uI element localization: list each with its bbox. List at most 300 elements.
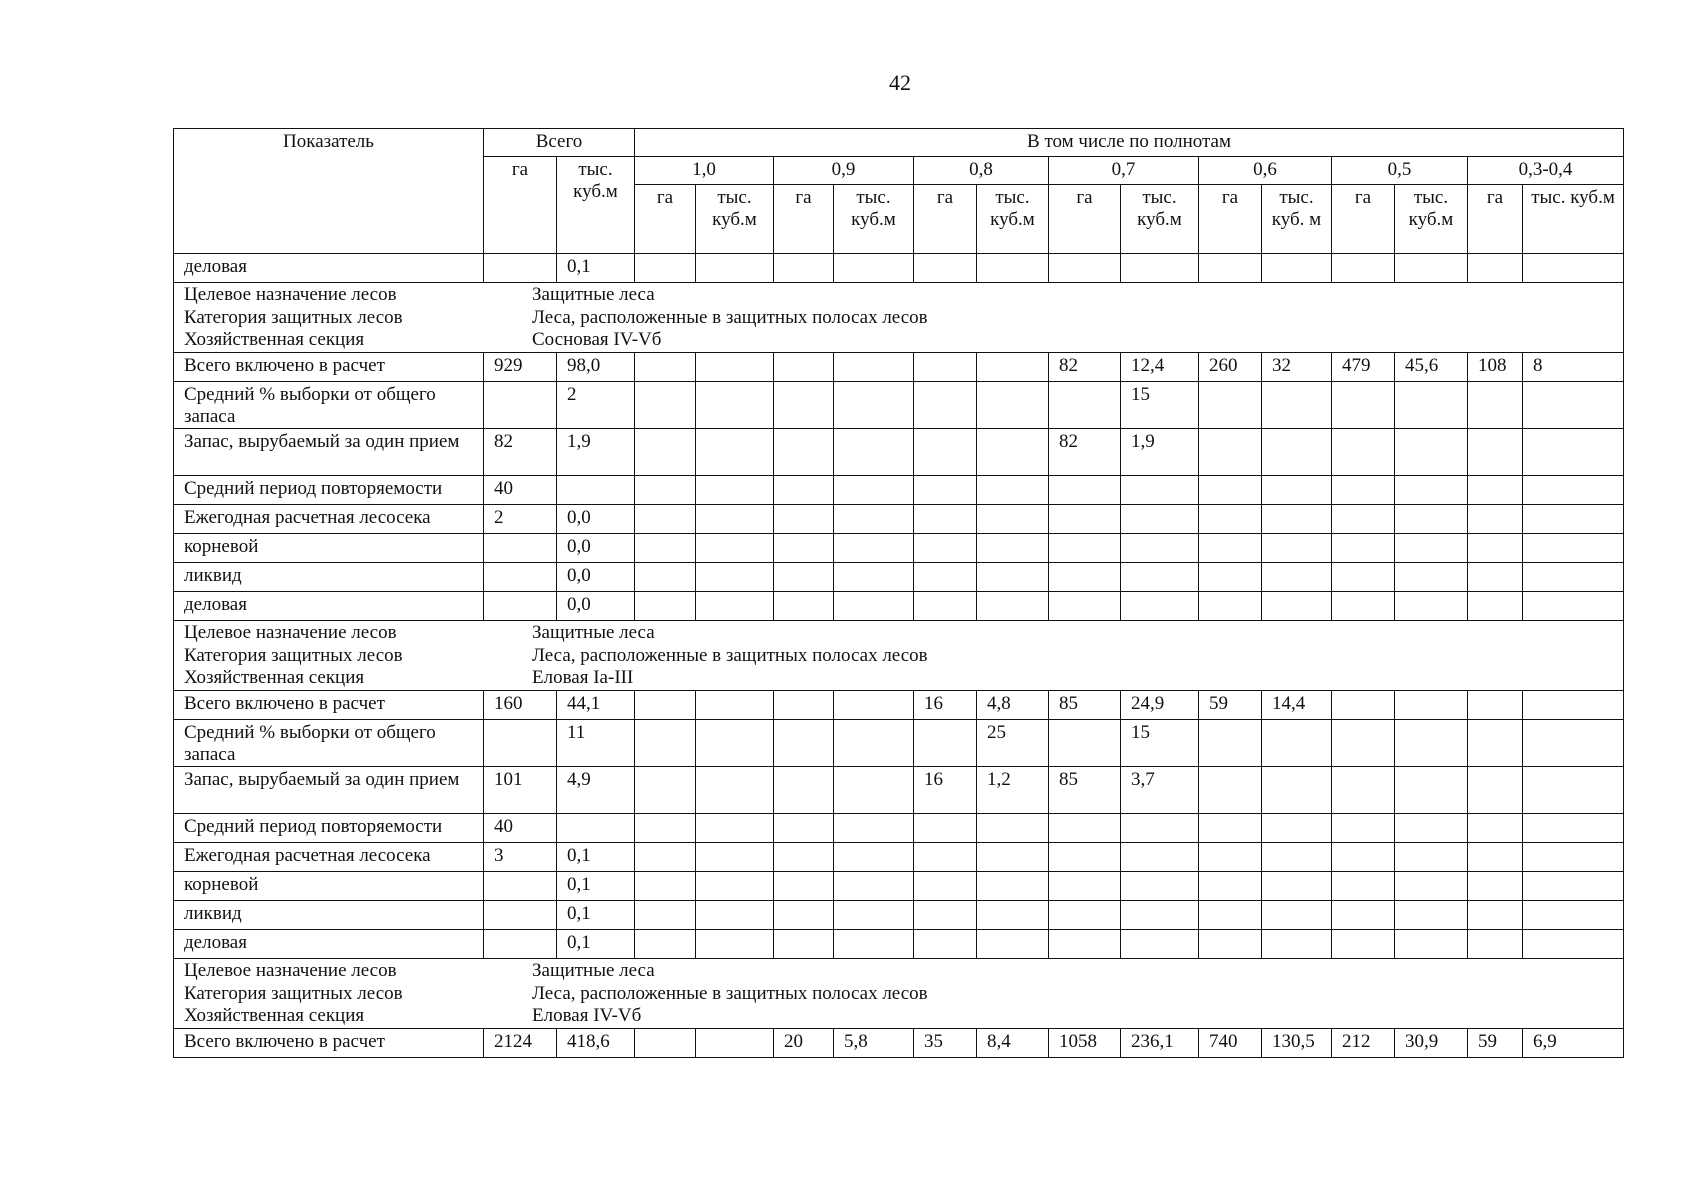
table-cell — [1332, 563, 1395, 592]
table-cell — [977, 901, 1049, 930]
table-cell — [774, 563, 834, 592]
table-cell — [1199, 429, 1262, 476]
table-cell — [1523, 534, 1624, 563]
table-cell — [1121, 563, 1199, 592]
table-cell — [1199, 592, 1262, 621]
header-density-ha: га — [914, 185, 977, 254]
table-cell — [1262, 767, 1332, 814]
table-cell — [1332, 691, 1395, 720]
table-cell — [1523, 814, 1624, 843]
table-cell — [1121, 592, 1199, 621]
table-row — [174, 1029, 1624, 1058]
table-cell — [1468, 476, 1523, 505]
table-cell — [635, 843, 696, 872]
section-info-label: Хозяйственная секция — [184, 329, 365, 350]
table-cell — [635, 505, 696, 534]
table-cell — [484, 382, 557, 429]
table-cell — [1395, 720, 1468, 767]
header-density: 0,5 — [1332, 157, 1468, 185]
row-label: Всего включено в расчет — [174, 1029, 484, 1058]
section-info-label: Хозяйственная секция — [184, 1005, 365, 1026]
header-density-volume: тыс. куб.м — [696, 185, 774, 254]
table-cell — [635, 720, 696, 767]
table-cell — [914, 843, 977, 872]
table-cell: 5,8 — [834, 1029, 914, 1058]
table-row — [174, 814, 1624, 843]
table-cell — [1395, 872, 1468, 901]
table-cell — [696, 505, 774, 534]
table-cell — [484, 254, 557, 283]
table-cell — [1121, 534, 1199, 563]
table-cell — [1049, 534, 1121, 563]
table-cell: 35 — [914, 1029, 977, 1058]
table-cell — [1121, 505, 1199, 534]
table-cell — [1121, 930, 1199, 959]
table-cell — [774, 382, 834, 429]
table-cell: 0,1 — [557, 254, 635, 283]
row-label: Запас, вырубаемый за один прием — [174, 429, 484, 476]
table-cell — [1395, 767, 1468, 814]
table-cell — [977, 592, 1049, 621]
row-label: Ежегодная расчетная лесосека — [174, 843, 484, 872]
table-cell: 2 — [484, 505, 557, 534]
table-cell — [1049, 930, 1121, 959]
section-info-value: Сосновая IV-Vб — [532, 329, 662, 350]
table-cell — [834, 254, 914, 283]
section-info-value: Леса, расположенные в защитных полосах лесов — [532, 982, 928, 1004]
table-cell: 14,4 — [1262, 691, 1332, 720]
table-cell: 59 — [1468, 1029, 1523, 1058]
table-cell — [914, 382, 977, 429]
section-info-label: Целевое назначение лесов — [184, 622, 397, 643]
table-cell: 16 — [914, 767, 977, 814]
table-cell — [834, 814, 914, 843]
row-label: Средний % выборки от общего запаса — [174, 720, 484, 767]
section-info-label: Целевое назначение лесов — [184, 960, 397, 981]
row-label: деловая — [174, 930, 484, 959]
table-cell — [635, 691, 696, 720]
table-cell — [977, 353, 1049, 382]
table-cell: 40 — [484, 476, 557, 505]
row-label: Запас, вырубаемый за один прием — [174, 767, 484, 814]
table-cell — [977, 534, 1049, 563]
table-cell — [834, 534, 914, 563]
table-cell — [774, 720, 834, 767]
table-cell — [914, 930, 977, 959]
table-cell — [696, 476, 774, 505]
table-cell — [1523, 563, 1624, 592]
section-info — [174, 283, 1624, 353]
table-cell — [1121, 901, 1199, 930]
table-cell — [774, 901, 834, 930]
table-cell: 2 — [557, 382, 635, 429]
table-cell — [774, 254, 834, 283]
table-cell — [1262, 254, 1332, 283]
table-cell — [1395, 254, 1468, 283]
section-info-row — [174, 621, 1624, 691]
table-cell — [1332, 930, 1395, 959]
table-cell — [1468, 901, 1523, 930]
table-cell — [1395, 814, 1468, 843]
table-row — [174, 843, 1624, 872]
table-cell — [834, 720, 914, 767]
table-cell: 82 — [484, 429, 557, 476]
table-cell — [1468, 930, 1523, 959]
table-cell — [635, 563, 696, 592]
table-cell — [774, 843, 834, 872]
section-info-value: Еловая Ia-III — [532, 667, 634, 688]
table-cell: 30,9 — [1395, 1029, 1468, 1058]
row-label: ликвид — [174, 901, 484, 930]
table-cell — [914, 592, 977, 621]
table-cell — [977, 429, 1049, 476]
table-cell — [1199, 505, 1262, 534]
table-cell — [1523, 476, 1624, 505]
table-cell — [696, 254, 774, 283]
table-cell — [1332, 901, 1395, 930]
table-cell — [696, 382, 774, 429]
table-cell — [774, 767, 834, 814]
table-cell: 82 — [1049, 353, 1121, 382]
table-cell — [635, 930, 696, 959]
row-label: Средний период повторяемости — [174, 814, 484, 843]
table-cell — [1199, 872, 1262, 901]
row-label: корневой — [174, 534, 484, 563]
table-row — [174, 767, 1624, 814]
table-cell — [635, 767, 696, 814]
table-cell — [557, 476, 635, 505]
table-cell: 4,8 — [977, 691, 1049, 720]
table-cell — [1049, 254, 1121, 283]
header-density: 0,6 — [1199, 157, 1332, 185]
table-cell — [635, 254, 696, 283]
page-number: 42 — [889, 70, 911, 95]
table-cell — [1199, 563, 1262, 592]
table-cell: 1,9 — [1121, 429, 1199, 476]
table-cell — [914, 563, 977, 592]
table-cell — [1049, 720, 1121, 767]
table-cell — [774, 534, 834, 563]
section-info-value: Защитные леса — [532, 622, 655, 643]
header-density: 0,9 — [774, 157, 914, 185]
table-cell — [977, 382, 1049, 429]
table-cell: 85 — [1049, 767, 1121, 814]
table-cell — [1121, 814, 1199, 843]
table-cell — [1199, 930, 1262, 959]
table-cell — [834, 843, 914, 872]
table-cell — [1121, 872, 1199, 901]
table-cell — [1332, 872, 1395, 901]
table-cell — [1332, 254, 1395, 283]
row-label: Средний % выборки от общего запаса — [174, 382, 484, 429]
table-cell — [1468, 254, 1523, 283]
table-cell: 24,9 — [1121, 691, 1199, 720]
table-cell — [1121, 843, 1199, 872]
table-cell — [484, 563, 557, 592]
header-density-ha: га — [1199, 185, 1262, 254]
table-cell: 11 — [557, 720, 635, 767]
table-cell: 0,1 — [557, 930, 635, 959]
table-cell — [1468, 429, 1523, 476]
table-cell — [1049, 843, 1121, 872]
row-label: Средний период повторяемости — [174, 476, 484, 505]
table-cell — [834, 930, 914, 959]
table-cell — [635, 429, 696, 476]
table-row — [174, 691, 1624, 720]
section-info-value: Защитные леса — [532, 960, 655, 981]
table-cell — [1395, 563, 1468, 592]
table-cell — [696, 843, 774, 872]
table-cell: 59 — [1199, 691, 1262, 720]
header-indicator: Показатель — [174, 129, 484, 254]
table-cell — [914, 534, 977, 563]
section-info-label: Хозяйственная секция — [184, 667, 365, 688]
table-cell — [1049, 382, 1121, 429]
table-cell — [1332, 382, 1395, 429]
table-cell — [484, 872, 557, 901]
table-cell — [484, 592, 557, 621]
row-label: ликвид — [174, 563, 484, 592]
table-cell: 4,9 — [557, 767, 635, 814]
table-cell — [1468, 563, 1523, 592]
table-cell: 160 — [484, 691, 557, 720]
table-cell — [635, 814, 696, 843]
table-row — [174, 930, 1624, 959]
table-cell — [914, 429, 977, 476]
table-cell: 98,0 — [557, 353, 635, 382]
table-cell — [1199, 843, 1262, 872]
table-cell — [635, 872, 696, 901]
header-density-ha: га — [1049, 185, 1121, 254]
section-info — [174, 621, 1624, 691]
table-cell: 260 — [1199, 353, 1262, 382]
table-cell — [696, 353, 774, 382]
table-cell — [635, 382, 696, 429]
table-cell — [484, 901, 557, 930]
table-cell: 44,1 — [557, 691, 635, 720]
section-info-label: Категория защитных лесов — [184, 306, 403, 328]
table-cell — [1523, 843, 1624, 872]
table-cell — [696, 429, 774, 476]
table-cell — [484, 930, 557, 959]
table-cell — [834, 353, 914, 382]
table-cell — [977, 476, 1049, 505]
table-cell — [484, 534, 557, 563]
table-cell — [484, 720, 557, 767]
section-info-value: Защитные леса — [532, 284, 655, 305]
header-by-density: В том числе по полнотам — [635, 129, 1624, 157]
table-cell — [1332, 476, 1395, 505]
table-cell — [977, 254, 1049, 283]
table-cell — [774, 429, 834, 476]
table-cell — [1199, 254, 1262, 283]
table-cell: 12,4 — [1121, 353, 1199, 382]
table-cell — [635, 534, 696, 563]
table-cell — [1262, 382, 1332, 429]
table-cell — [1468, 505, 1523, 534]
section-info-row — [174, 283, 1624, 353]
table-cell — [1523, 505, 1624, 534]
table-cell — [1121, 254, 1199, 283]
table-cell — [696, 901, 774, 930]
table-row — [174, 592, 1624, 621]
table-row — [174, 720, 1624, 767]
table-cell — [1332, 814, 1395, 843]
header-density: 0,8 — [914, 157, 1049, 185]
table-cell — [696, 767, 774, 814]
table-cell — [1395, 843, 1468, 872]
table-cell: 82 — [1049, 429, 1121, 476]
table-cell — [834, 382, 914, 429]
row-label: деловая — [174, 592, 484, 621]
table-cell — [774, 476, 834, 505]
table-row — [174, 254, 1624, 283]
header-density-volume: тыс. куб.м — [1395, 185, 1468, 254]
table-cell — [1049, 505, 1121, 534]
table-row — [174, 505, 1624, 534]
table-row — [174, 563, 1624, 592]
table-cell — [1199, 476, 1262, 505]
table-cell: 8,4 — [977, 1029, 1049, 1058]
table-cell: 16 — [914, 691, 977, 720]
section-info-label: Категория защитных лесов — [184, 644, 403, 666]
table-cell: 20 — [774, 1029, 834, 1058]
section-info-row — [174, 959, 1624, 1029]
table-cell — [977, 814, 1049, 843]
table-cell: 0,1 — [557, 872, 635, 901]
table-cell: 6,9 — [1523, 1029, 1624, 1058]
table-cell — [635, 353, 696, 382]
section-info-label: Целевое назначение лесов — [184, 284, 397, 305]
header-density-ha: га — [1332, 185, 1395, 254]
table-cell — [914, 814, 977, 843]
table-cell — [1523, 930, 1624, 959]
table-cell — [1523, 901, 1624, 930]
table-cell — [834, 563, 914, 592]
row-label: Ежегодная расчетная лесосека — [174, 505, 484, 534]
table-cell — [1262, 429, 1332, 476]
table-cell — [977, 930, 1049, 959]
table-cell — [696, 691, 774, 720]
table-cell — [914, 505, 977, 534]
table-cell — [696, 592, 774, 621]
row-label: Всего включено в расчет — [174, 691, 484, 720]
table-cell — [1262, 476, 1332, 505]
table-cell — [1199, 534, 1262, 563]
table-cell — [1049, 901, 1121, 930]
table-cell — [635, 901, 696, 930]
table-cell: 2124 — [484, 1029, 557, 1058]
table-cell — [1262, 930, 1332, 959]
table-cell — [1199, 767, 1262, 814]
table-cell — [635, 592, 696, 621]
section-info-value: Еловая IV-Vб — [532, 1005, 642, 1026]
header-density-ha: га — [774, 185, 834, 254]
table-cell — [1199, 720, 1262, 767]
table-cell — [1262, 592, 1332, 621]
table-cell — [696, 720, 774, 767]
table-row — [174, 534, 1624, 563]
table-row — [174, 901, 1624, 930]
table-cell — [1395, 930, 1468, 959]
table-cell — [834, 429, 914, 476]
table-cell — [774, 814, 834, 843]
table-cell: 1058 — [1049, 1029, 1121, 1058]
table-cell: 479 — [1332, 353, 1395, 382]
felling-table — [173, 128, 1624, 1058]
table-cell: 929 — [484, 353, 557, 382]
section-info-label: Категория защитных лесов — [184, 982, 403, 1004]
table-cell: 0,0 — [557, 592, 635, 621]
table-cell — [696, 872, 774, 901]
table-cell — [1523, 592, 1624, 621]
table-cell — [635, 1029, 696, 1058]
table-cell: 25 — [977, 720, 1049, 767]
header-density-ha: га — [1468, 185, 1523, 254]
table-cell: 418,6 — [557, 1029, 635, 1058]
section-info-value: Леса, расположенные в защитных полосах лесов — [532, 644, 928, 666]
table-cell: 85 — [1049, 691, 1121, 720]
table-cell — [1332, 505, 1395, 534]
table-cell — [834, 691, 914, 720]
table-cell — [1332, 429, 1395, 476]
table-cell: 1,2 — [977, 767, 1049, 814]
table-cell — [1049, 563, 1121, 592]
table-cell: 0,1 — [557, 901, 635, 930]
table-cell — [1523, 872, 1624, 901]
table-cell — [774, 353, 834, 382]
table-cell — [1262, 534, 1332, 563]
table-row — [174, 353, 1624, 382]
table-cell — [1468, 382, 1523, 429]
table-cell: 740 — [1199, 1029, 1262, 1058]
table-cell — [1332, 767, 1395, 814]
table-cell — [1332, 843, 1395, 872]
table-cell — [1262, 563, 1332, 592]
section-info — [174, 959, 1624, 1029]
table-cell — [1395, 476, 1468, 505]
table-cell — [1523, 429, 1624, 476]
table-cell — [834, 476, 914, 505]
table-cell — [1262, 814, 1332, 843]
table-cell — [1395, 691, 1468, 720]
table-cell — [977, 505, 1049, 534]
table-cell — [774, 691, 834, 720]
table-cell — [1332, 534, 1395, 563]
table-cell: 0,0 — [557, 534, 635, 563]
table-cell — [1523, 720, 1624, 767]
table-cell: 3 — [484, 843, 557, 872]
table-cell — [1395, 429, 1468, 476]
table-cell — [696, 930, 774, 959]
table-cell: 15 — [1121, 720, 1199, 767]
section-info-value: Леса, расположенные в защитных полосах лесов — [532, 306, 928, 328]
table-cell: 0,1 — [557, 843, 635, 872]
table-cell: 101 — [484, 767, 557, 814]
header-density-ha: га — [635, 185, 696, 254]
table-cell — [774, 930, 834, 959]
table-cell — [1199, 901, 1262, 930]
table-cell — [1395, 901, 1468, 930]
table-cell — [1262, 901, 1332, 930]
table-cell: 236,1 — [1121, 1029, 1199, 1058]
table-cell — [1395, 592, 1468, 621]
header-density-volume: тыс. куб.м — [834, 185, 914, 254]
table-cell — [1262, 505, 1332, 534]
table-cell — [977, 843, 1049, 872]
table-cell — [1262, 872, 1332, 901]
table-cell: 212 — [1332, 1029, 1395, 1058]
